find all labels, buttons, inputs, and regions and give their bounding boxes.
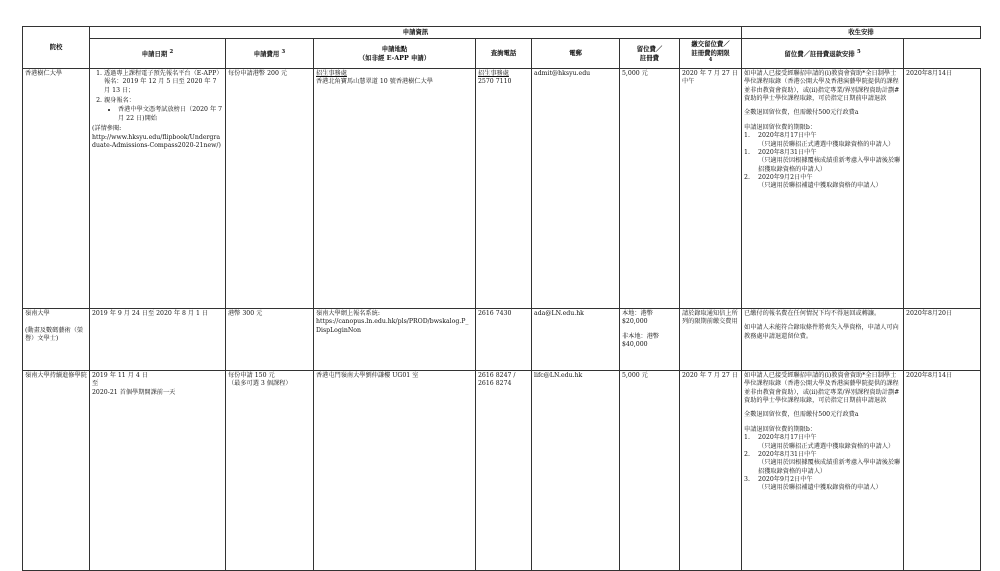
institution-cell: 嶺南大學持續進修學院 (23, 371, 90, 571)
tuition-deadline-cell: 2020年8月14日 (904, 69, 981, 309)
deposit-cell (620, 309, 680, 371)
deposit-cell: 5,000 元 (620, 371, 680, 571)
group-fees-header: 收生安排 (742, 27, 981, 39)
institution-cell: 香港樹仁大學 (23, 69, 90, 309)
fee-cell: 港幣 300 元 (226, 309, 314, 371)
dates-cell: 2019 年 9 月 24 日至 2020 年 8 月 1 日 (90, 309, 226, 371)
admission-table (22, 26, 981, 571)
deposit-nonlocal: 非本地：港幣 $40,000 (622, 332, 660, 349)
list-item: 1. 2020年8月17日中午 （只適用於聯招正式遴選中獲取錄資格的申請人） (744, 132, 895, 148)
dates-cell: 2019 年 11 月 4 日 至 2020-21 首個學期開課前一天 (90, 371, 226, 571)
phone-number: 2570 7110 (478, 78, 512, 86)
col-deposit-header: 留位費／ 註冊費 (620, 39, 680, 69)
col-deadline-header: 繳交留位費／ 註冊費的期限 $^4$ (680, 39, 742, 69)
tuition-deadline-cell: 2020年8月14日 (904, 371, 981, 571)
col-fee-header: 申請費用 $^3$ (226, 39, 314, 69)
address-cell: 香港屯門嶺南大學劉仲謙樓 UG01 室 (314, 371, 476, 571)
email-cell[interactable]: lifc@LN.edu.hk (532, 371, 620, 571)
deadline-cell: 2020 年 7 月 27 日 (680, 371, 742, 571)
refund-cell (742, 371, 904, 571)
refund-full: 全數退回留位費，但需繳付500元行政費a (744, 411, 859, 419)
table-row (23, 69, 981, 309)
refund-text: 已繳付的報名費在任何情況下均不得退回或轉讓。 (744, 310, 881, 318)
address-cell (314, 69, 476, 309)
phone-title: 招生事務處 (478, 70, 509, 78)
col-address-header: 申請地點 （如非經 E-APP 申請） (314, 39, 476, 69)
refund-intro: 如申請人已接受經聯招申請的(i)教資會資助*全日制學士學位課程取錄（香港公開大學及香港演藝學院提供的課程並非由教資會資助），或(ii)指定專業/界別課程資助計劃#資助的學士學位課程取錄，可於指定日期前申請退款 (744, 70, 900, 103)
address-title: 招生事務處 (316, 70, 347, 78)
email-cell[interactable]: admit@hksyu.edu (532, 69, 620, 309)
list-item: 1. 2020年8月31日中午 （只適用於因根據覆核成績重新考慮入學申請後於聯招獲取錄資格的申請人） (744, 148, 901, 173)
refund-intro: 如申請人已接受經聯招申請的(i)教資會資助*全日制學士學位課程取錄（香港公開大學及香港演藝學院提供的課程並非由教資會資助），或(ii)指定專業/界別課程資助計劃#資助的學士學位課程取錄，可於指定日期前申請退款 (744, 372, 900, 405)
col-email-header: 電郵 (532, 39, 620, 69)
refund-text: 如申請人未能符合錄取條件將喪失入學資格，申請人可向教務處申請退還留位費。 (744, 324, 899, 340)
list-item: 1. 2020年8月17日中午 （只適用於聯招正式遴選中獲取錄資格的申請人） (744, 434, 895, 450)
refund-cell (742, 69, 904, 309)
deadline-cell: 2020 年 7 月 27 日中午 (680, 69, 742, 309)
email-cell[interactable]: ada@LN.edu.hk (532, 309, 620, 371)
list-item: • 香港中學文憑考試放榜日（2020 年 7 月 22 日)開始 (118, 106, 223, 123)
dates-cell (90, 69, 226, 309)
phone-cell: 2616 8247 / 2616 8274 (476, 371, 532, 571)
list-item: 2. 2020年9月2日中午 （只適用於聯招補遺中獲取錄資格的申請人） (744, 174, 882, 190)
fee-cell: 每份申請港幣 200 元 (226, 69, 314, 309)
list-item: 2. 親身報名： • 香港中學文憑考試放榜日（2020 年 7 月 22 日)開始 (104, 97, 223, 123)
address-cell[interactable]: 嶺南大學網上報名系統: https://canopus.ln.edu.hk/pls/PROD/bwskalog.P_DispLoginNon (314, 309, 476, 371)
table-row (23, 309, 981, 371)
deposit-local: 本地：港幣 $20,000 (622, 310, 653, 326)
refund-period: 申請退回留位費的期限b： (744, 123, 817, 131)
table-row (23, 371, 981, 571)
refund-period: 申請退回留位費的期限b： (744, 425, 817, 433)
col-institution-header: 院校 (23, 27, 90, 69)
col-refund-header: 留位費／註冊費退款安排 $^5$ (742, 39, 904, 69)
fee-cell: 每份申請 150 元 （最多可選 3 個課程） (226, 371, 314, 571)
group-application-header: 申請資訊 (90, 27, 742, 39)
col-phone-header: 查詢電話 (476, 39, 532, 69)
refund-full: 全數退回留位費，但需繳付500元行政費a (744, 109, 859, 117)
list-item: 2. 2020年8月31日中午 （只適用於因根據覆核成績重新考慮入學申請後於聯招獲取錄資格的申請人） (744, 450, 901, 475)
address-text: 香港北角寶馬山慧翠道 10 號香港樹仁大學 (316, 78, 433, 86)
phone-cell (476, 69, 532, 309)
details-link-text[interactable]: (詳情參閱: http://www.hksyu.edu/flipbook/Undergraduate-Admissions-Compass2020-21new/) (92, 125, 221, 149)
phone-cell: 2616 7430 (476, 309, 532, 371)
list-item: 1. 透過專上課程電子預先報名平台（E-APP）報名：2019 年 12 月 5 日至 2020 年 7 月 13 日； (104, 70, 223, 95)
refund-cell (742, 309, 904, 371)
tuition-deadline-cell: 2020年8月20日 (904, 309, 981, 371)
list-item: 3. 2020年9月2日中午 （只適用於聯招補遺中獲取錄資格的申請人） (744, 476, 882, 492)
col-dates-header: 申請日期 $^2$ (90, 39, 226, 69)
institution-cell: 嶺南大學 (動畫及數碼藝術（榮譽）文學士) (23, 309, 90, 371)
deposit-cell: 5,000 元 (620, 69, 680, 309)
deadline-cell: 請於錄取通知信上所列的限期前繳交費用 (680, 309, 742, 371)
